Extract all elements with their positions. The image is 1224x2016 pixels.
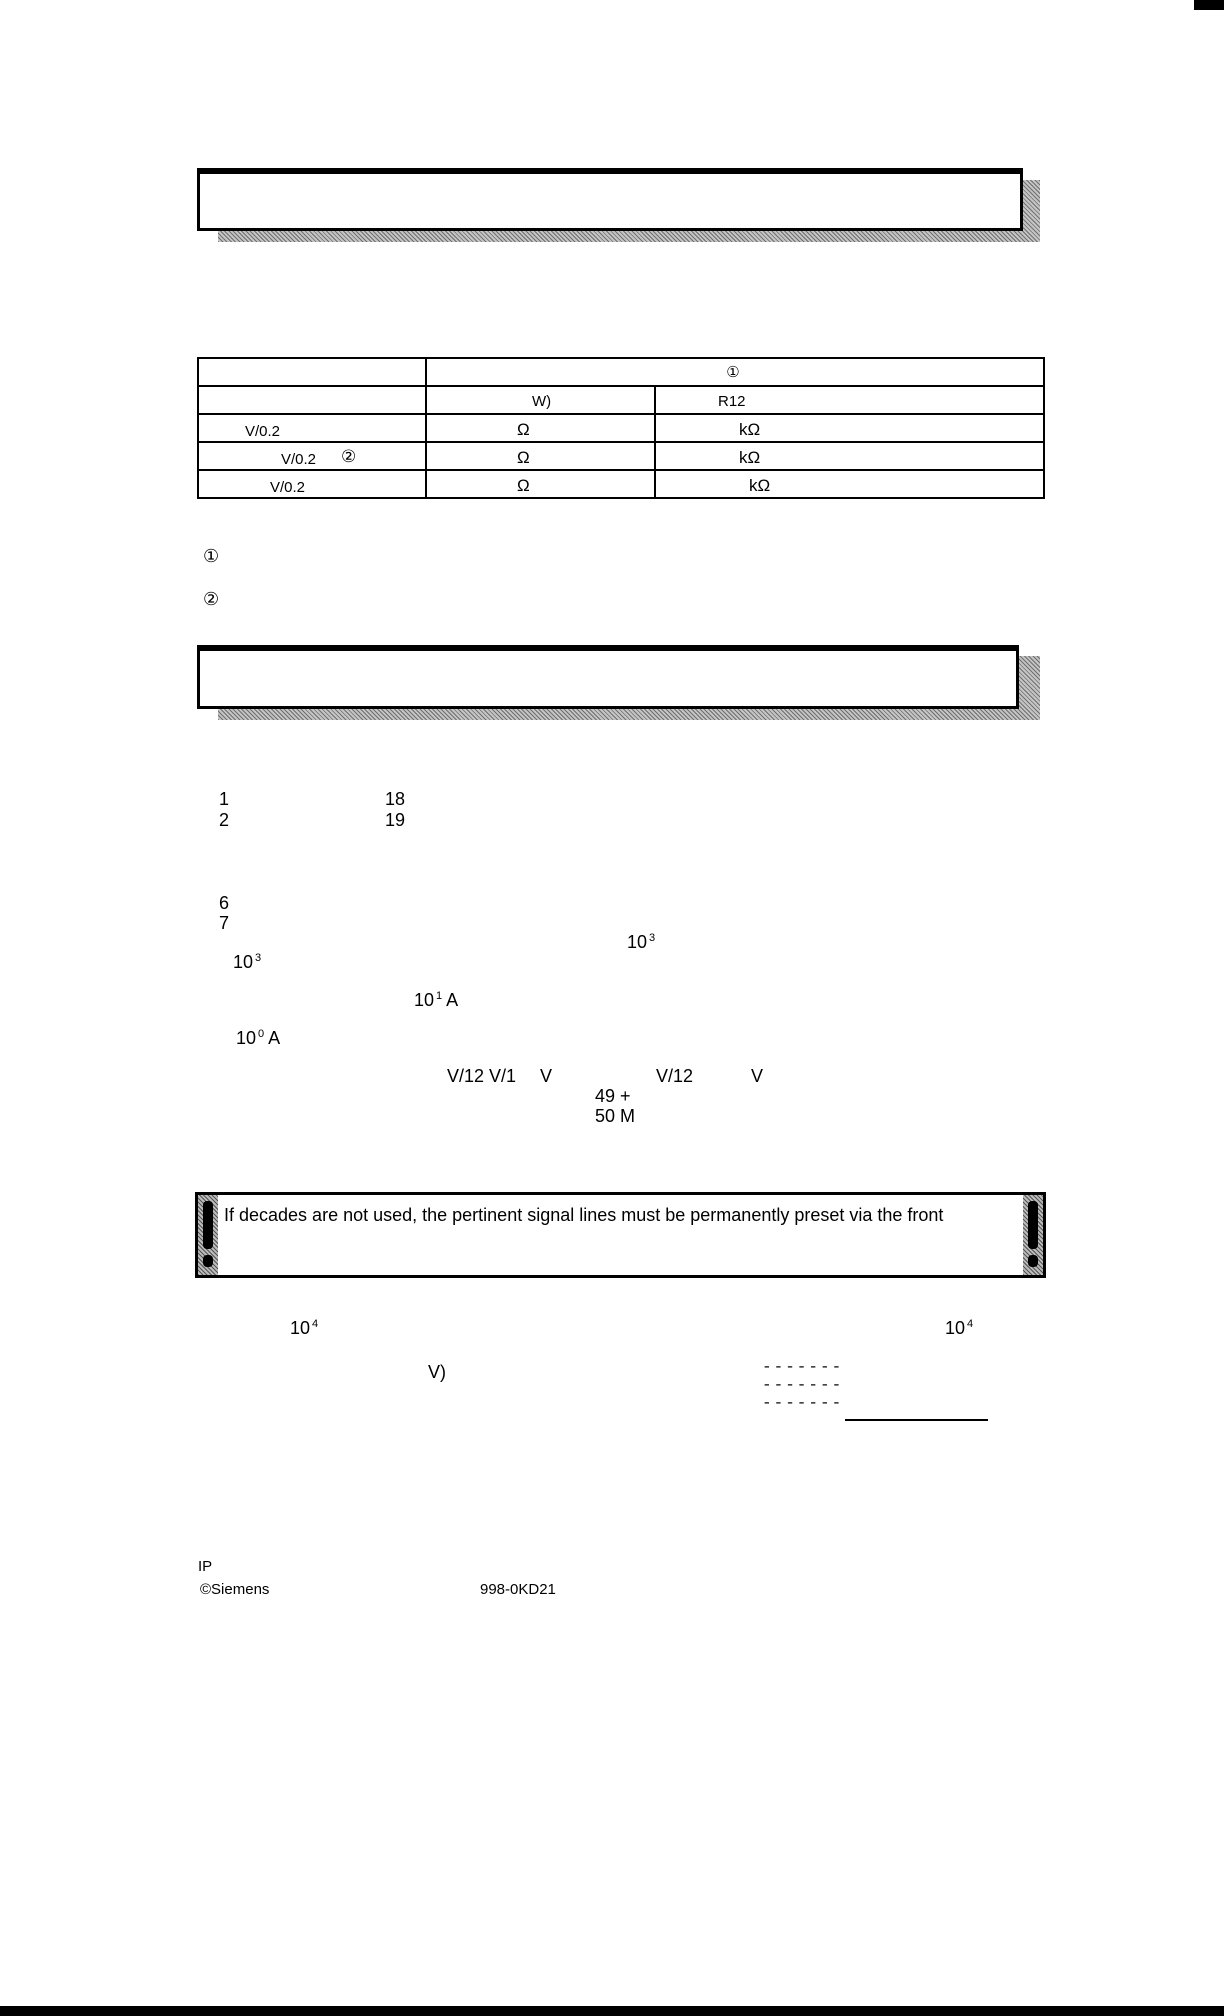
pin-50: 50 M bbox=[595, 1106, 636, 1126]
footer-ip: IP bbox=[198, 1558, 213, 1575]
voltage-range-b: V/12 bbox=[656, 1066, 694, 1086]
dash-leader-2: ------- bbox=[762, 1376, 844, 1394]
exclamation-icon-left bbox=[198, 1195, 218, 1275]
list-number-18: 18 bbox=[385, 789, 406, 809]
warning-text: If decades are not used, the pertinent signal lines must be permanently preset via the front bbox=[224, 1205, 944, 1225]
voltage-unit-b: V bbox=[751, 1066, 764, 1086]
ohm-value: Ω bbox=[517, 448, 530, 467]
footnote-marker-2: ② bbox=[203, 589, 220, 609]
list-number-2: 2 bbox=[219, 810, 230, 830]
spec-table bbox=[197, 357, 1045, 499]
voltage-range-a: V/12 V/1 bbox=[447, 1066, 517, 1086]
power-ten-1-amp: 10 $^1$ A bbox=[414, 990, 459, 1010]
power-ten-4-left: 10 $^4$ bbox=[290, 1318, 319, 1338]
voltage-paren: V) bbox=[428, 1362, 446, 1382]
warning-box bbox=[195, 1192, 1046, 1278]
note-marker-2: ② bbox=[341, 447, 357, 466]
sum-underline bbox=[845, 1419, 988, 1421]
list-number-19: 19 bbox=[385, 810, 406, 830]
corner-mark bbox=[1194, 0, 1224, 10]
footer-doc-number: 998-0KD21 bbox=[480, 1581, 556, 1598]
kohm-value: kΩ bbox=[739, 448, 761, 467]
row-label: V/0.2 bbox=[281, 451, 317, 468]
table-row bbox=[198, 414, 1044, 442]
power-ten-3-left: 10 $^3$ bbox=[233, 952, 262, 972]
ohm-value: Ω bbox=[517, 476, 530, 495]
dash-leader-1: ------- bbox=[762, 1358, 844, 1376]
bottom-bar bbox=[0, 2006, 1224, 2016]
ohm-value: Ω bbox=[517, 420, 530, 439]
voltage-unit-a: V bbox=[540, 1066, 553, 1086]
kohm-value: kΩ bbox=[739, 420, 761, 439]
power-ten-3-right: 10 $^3$ bbox=[627, 932, 656, 952]
footnote-marker-1: ① bbox=[203, 546, 220, 566]
table-row bbox=[198, 442, 1044, 470]
row-label: V/0.2 bbox=[270, 479, 306, 496]
kohm-value: kΩ bbox=[749, 476, 771, 495]
list-number-7: 7 bbox=[219, 913, 230, 933]
list-number-1: 1 bbox=[219, 789, 230, 809]
list-number-6: 6 bbox=[219, 893, 230, 913]
table-subheader-row bbox=[198, 386, 1044, 414]
table-row bbox=[198, 470, 1044, 498]
col2-label: W) bbox=[532, 393, 552, 410]
table-header-row bbox=[198, 358, 1044, 386]
power-ten-0-amp: 10 $^0$ A bbox=[236, 1028, 281, 1048]
exclamation-icon-right bbox=[1023, 1195, 1043, 1275]
col3-label: R12 bbox=[718, 393, 746, 410]
power-ten-4-right: 10 $^4$ bbox=[945, 1318, 974, 1338]
footer-copyright: ©Siemens bbox=[200, 1581, 270, 1598]
note-marker-1: ① bbox=[726, 364, 740, 381]
dash-leader-3: ------- bbox=[762, 1394, 844, 1412]
row-label: V/0.2 bbox=[245, 423, 281, 440]
pin-49: 49 + bbox=[595, 1086, 631, 1106]
